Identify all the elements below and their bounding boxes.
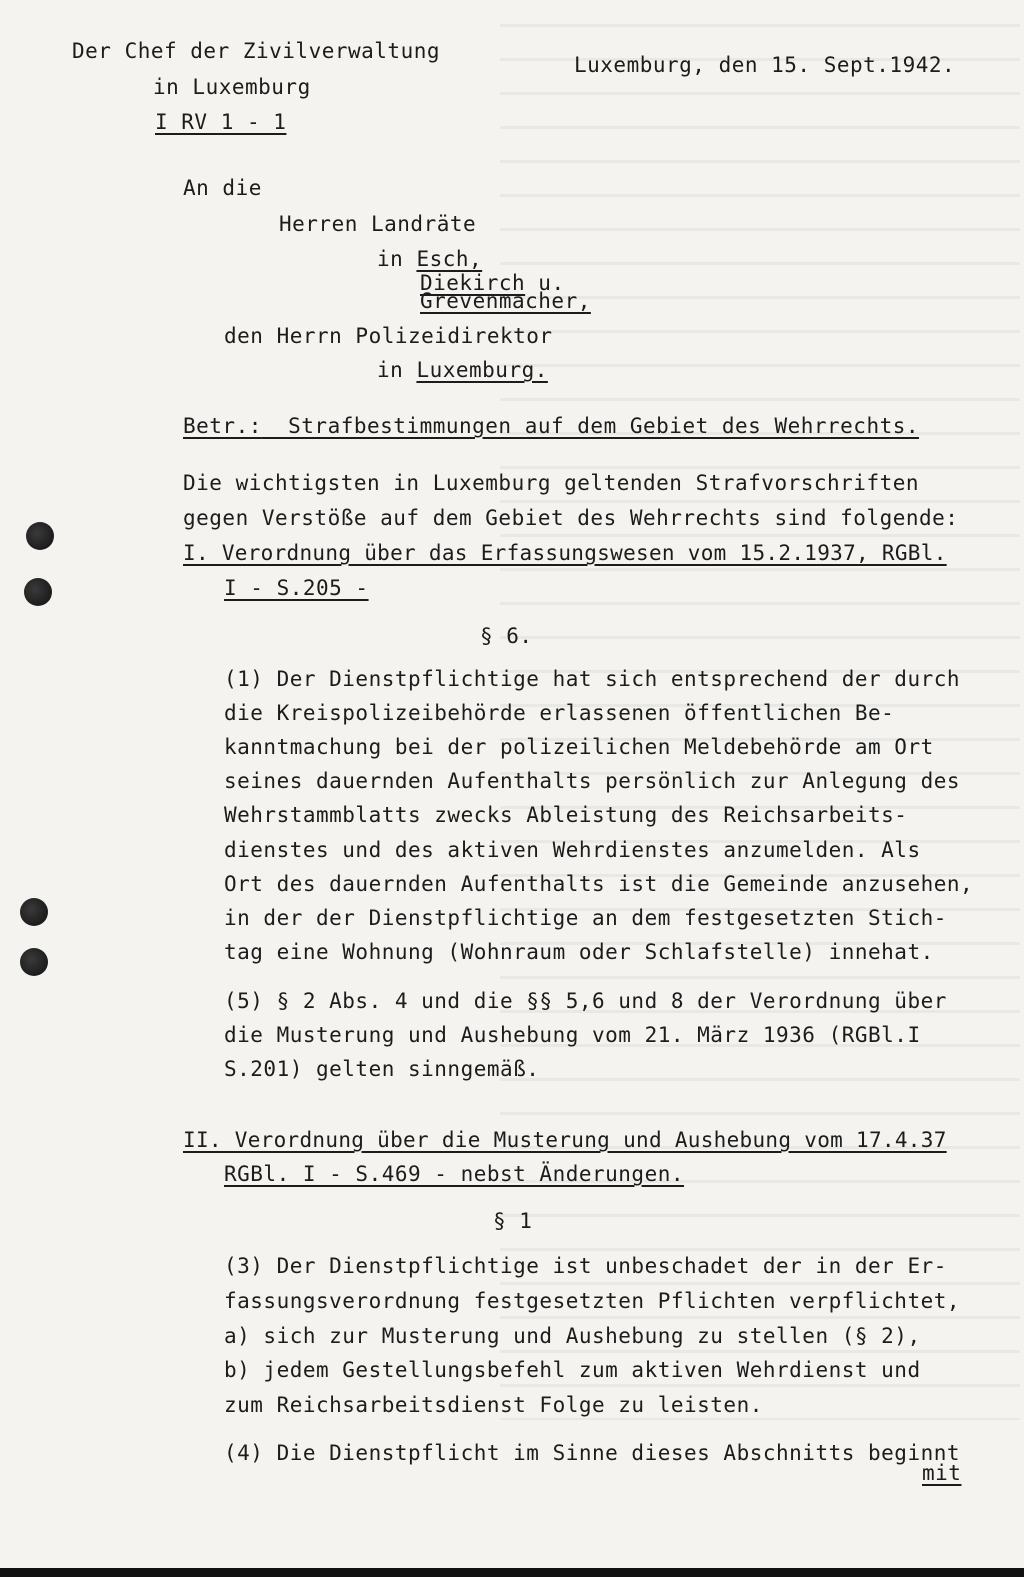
recipient-polizeidirektor: den Herrn Polizeidirektor bbox=[224, 324, 553, 348]
section-2-para-3-line: zum Reichsarbeitsdienst Folge zu leisten. bbox=[224, 1393, 763, 1417]
section-1-para-1-line: die Kreispolizeibehörde erlassenen öffentlichen Be- bbox=[224, 701, 895, 725]
section-1-para-5-line: die Musterung und Aushebung vom 21. März 1936 (RGBl.I bbox=[224, 1023, 921, 1047]
recipient-diekirch: Diekirch bbox=[420, 271, 526, 295]
recipient-esch: Esch, bbox=[416, 247, 483, 271]
section-1-heading-cont: I - S.205 - bbox=[224, 576, 369, 600]
page-catchword: mit bbox=[922, 1461, 962, 1485]
section-1-para-1-line: Ort des dauernden Aufenthalts ist die Gemeinde anzusehen, bbox=[224, 872, 974, 896]
section-1-para-1-line: Wehrstammblatts zwecks Ableistung des Reichsarbeits- bbox=[224, 803, 908, 827]
sender-line-2: in Luxemburg bbox=[153, 75, 311, 99]
section-2-para-3-line: b) jedem Gestellungsbefehl zum aktiven Wehrdienst und bbox=[224, 1358, 921, 1382]
section-1-para-1-line: in der der Dienstpflichtige an dem festgesetzten Stich- bbox=[224, 906, 947, 930]
reference-number: I RV 1 - 1 bbox=[155, 110, 287, 134]
section-2-heading-cont: RGBl. I - S.469 - nebst Änderungen. bbox=[224, 1162, 685, 1186]
subject-text: Strafbestimmungen auf dem Gebiet des Wehrrechts. bbox=[261, 414, 920, 438]
recipient-landraete: Herren Landräte bbox=[279, 212, 477, 236]
sender-line-1: Der Chef der Zivilverwaltung bbox=[72, 39, 441, 63]
section-2-paragraph-mark: § 1 bbox=[493, 1209, 533, 1233]
recipient-luxemburg: Luxemburg. bbox=[416, 358, 548, 382]
recipient-esch-line bbox=[377, 246, 482, 272]
subject-line bbox=[183, 413, 919, 439]
section-2-para-3-line: a) sich zur Musterung und Aushebung zu stellen (§ 2), bbox=[224, 1324, 921, 1348]
intro-line: Die wichtigsten in Luxemburg geltenden Strafvorschriften bbox=[183, 471, 920, 495]
recipient-luxemburg-prefix: in bbox=[377, 358, 417, 382]
letter-date: Luxemburg, den 15. Sept.1942. bbox=[574, 53, 956, 77]
section-2-para-3-line: fassungsverordnung festgesetzten Pflichten verpflichtet, bbox=[224, 1289, 961, 1313]
punch-hole bbox=[24, 578, 52, 606]
section-1-paragraph-mark: § 6. bbox=[480, 624, 533, 648]
scan-bottom-edge bbox=[0, 1568, 1024, 1577]
punch-hole bbox=[26, 522, 54, 550]
recipient-luxemburg-line bbox=[377, 357, 548, 383]
section-1-para-1-line: seines dauernden Aufenthalts persönlich zur Anlegung des bbox=[224, 769, 961, 793]
section-2-heading: II. Verordnung über die Musterung und Aushebung vom 17.4.37 bbox=[183, 1128, 947, 1152]
recipient-diekirch-suffix: u. bbox=[525, 271, 565, 295]
recipient-grevenmacher: Grevenmacher, bbox=[420, 289, 591, 313]
section-1-para-1-line: dienstes und des aktiven Wehrdienstes anzumelden. Als bbox=[224, 838, 921, 862]
section-1-para-1-line: kanntmachung bei der polizeilichen Meldebehörde am Ort bbox=[224, 735, 934, 759]
section-1-para-1-line: (1) Der Dienstpflichtige hat sich entsprechend der durch bbox=[224, 667, 961, 691]
section-1-para-1-line: tag eine Wohnung (Wohnraum oder Schlafstelle) innehat. bbox=[224, 940, 934, 964]
subject-label: Betr.: bbox=[183, 414, 262, 438]
punch-hole bbox=[20, 898, 48, 926]
recipient-intro: An die bbox=[183, 176, 262, 200]
section-1-heading: I. Verordnung über das Erfassungswesen vom 15.2.1937, RGBl. bbox=[183, 541, 947, 565]
punch-hole bbox=[20, 948, 48, 976]
section-2-para-4-line: (4) Die Dienstpflicht im Sinne dieses Abschnitts beginnt bbox=[224, 1441, 961, 1465]
recipient-esch-prefix: in bbox=[377, 247, 417, 271]
section-1-para-5-line: (5) § 2 Abs. 4 und die §§ 5,6 und 8 der Verordnung über bbox=[224, 989, 947, 1013]
section-1-para-5-line: S.201) gelten sinngemäß. bbox=[224, 1057, 540, 1081]
intro-line: gegen Verstöße auf dem Gebiet des Wehrrechts sind folgende: bbox=[183, 506, 959, 530]
section-2-para-3-line: (3) Der Dienstpflichtige ist unbeschadet der in der Er- bbox=[224, 1254, 947, 1278]
